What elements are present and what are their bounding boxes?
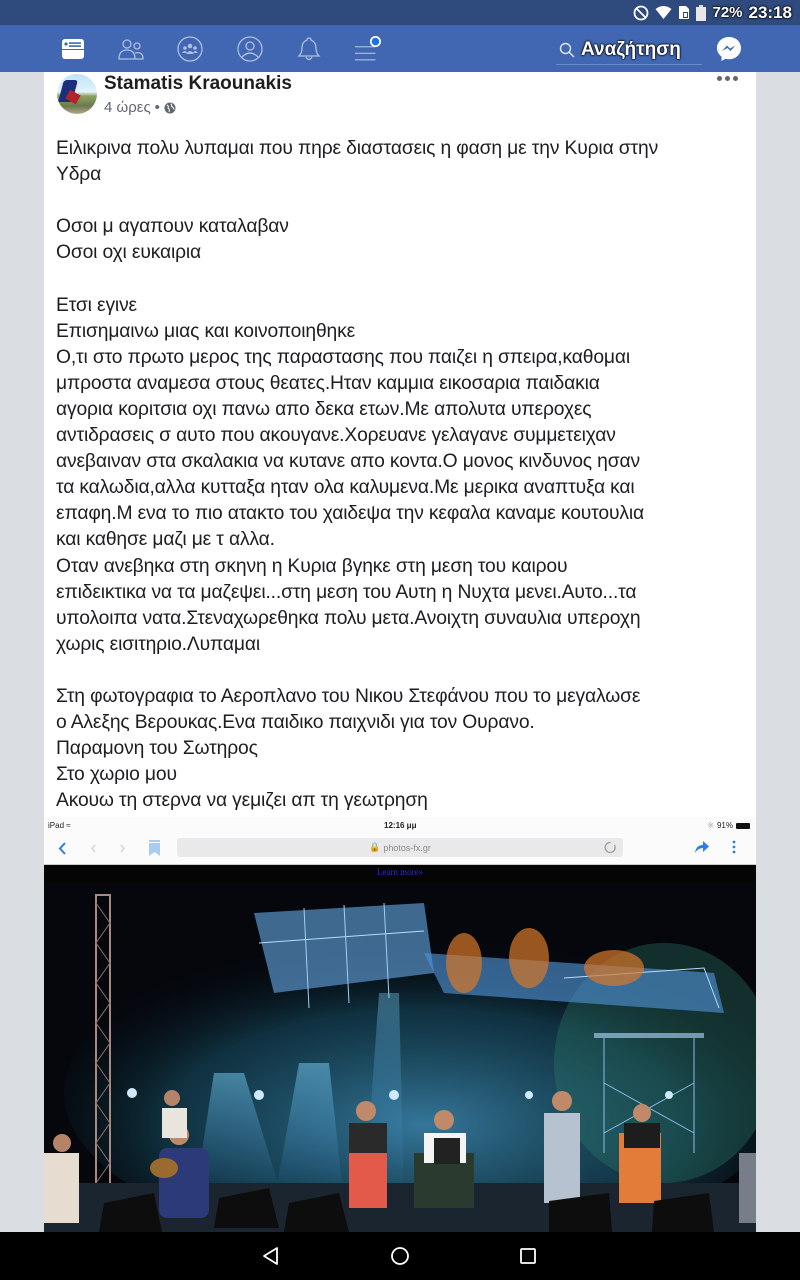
bluetooth-icon: ※ [707, 821, 714, 830]
post-line: επαφη.Μ ενα το πιο ατακτο του χαιδεψα την κεφαλα καναμε κουτουλια [56, 503, 644, 525]
sim-icon [678, 5, 690, 20]
post-text [56, 136, 746, 814]
tab-menu[interactable] [354, 35, 382, 63]
prev-icon [91, 844, 96, 853]
home-button[interactable] [388, 1244, 412, 1268]
post-line: αντιδρασεις σ αυτο που ακουγανε.Χορευανε γελαγανε συμμετειχαν [56, 425, 616, 447]
post-line: Οσοι οχι ευκαιρια [56, 242, 202, 264]
post-line: υπολοιπα νατα.Στεναχωρεθηκα πολυ μετα.Ανοιχτη συναυλια υπεροχη [56, 607, 641, 629]
back-icon [259, 1244, 283, 1268]
battery-icon [696, 5, 706, 21]
bookmark-icon [149, 840, 160, 856]
facebook-nav-bar [0, 25, 800, 72]
more-options-icon [717, 76, 722, 81]
ipad-time: 12:16 μμ [384, 821, 417, 830]
ipad-battery [707, 821, 750, 830]
meta-separator: • [154, 99, 160, 116]
tab-friends[interactable] [117, 35, 145, 63]
post-line: Παραμονη του Σωτηρος [56, 738, 258, 760]
home-icon [388, 1244, 412, 1268]
post-line: χωρις εισιτηριο.Λυπαμαι [56, 633, 260, 655]
post-line [56, 266, 746, 292]
post-line: Οσοι μ αγαπουν καταλαβαν [56, 216, 289, 238]
wifi-icon [655, 6, 672, 20]
ipad-device-label [48, 821, 71, 830]
post-line: αγορια κοριτσια οχι πανω απο δεκα ετων.Με απολυτα υπεροχες [56, 398, 592, 420]
post-line [56, 188, 746, 214]
bell-icon [297, 36, 321, 62]
reload-icon [604, 841, 617, 854]
lock-icon: 🔒 [369, 842, 381, 852]
ipad-wifi-icon: ≈ [66, 821, 71, 830]
search-icon [559, 42, 575, 58]
post-timestamp[interactable]: 4 ώρες [104, 99, 151, 116]
ipad-battery-icon [736, 823, 750, 829]
post-line: Υδρα [56, 164, 102, 186]
system-nav-bar [0, 1232, 800, 1280]
do-not-disturb-icon [633, 5, 649, 21]
post-line: Στο χωριο μου [56, 764, 177, 786]
post-card [44, 72, 756, 1232]
post-meta [104, 99, 176, 116]
messenger-button[interactable] [716, 36, 742, 62]
ipad-battery-percent: 91% [716, 821, 733, 830]
post-line: τα καλωδια,αλλα κυτταξα ηταν ολα καλυμενα.Με μερικα αναπτυξα και [56, 477, 635, 499]
post-line: ο Αλεξης Βερουκας.Ενα παιδικο παιχνιδι για τον Ουρανο. [56, 712, 535, 734]
post-line: επιδεικτικα να τα μαζεψει...στη μεση του Αυτη η Νυχτα μενει.Αυτο...τα [56, 581, 637, 603]
ipad-url: photos-fx.gr [383, 842, 431, 853]
author-avatar[interactable] [57, 74, 97, 114]
profile-icon [237, 36, 263, 62]
post-line: Ακουω τη στερνα να γεμιζει απ τη γεωτρηση [56, 790, 428, 812]
post-line: και καθησε μαζι με τ αλλα. [56, 529, 275, 551]
tab-profile[interactable] [236, 35, 264, 63]
concert-stage-photo [44, 883, 756, 1232]
ipad-browser-toolbar [44, 835, 756, 865]
post-line: Στη φωτογραφια το Αεροπλανο του Νικου Στεφάνου που το μεγαλωσε [56, 685, 641, 707]
messenger-icon [716, 36, 742, 62]
friends-icon [118, 38, 144, 60]
post-line [56, 658, 746, 684]
post-line: Ετσι εγινε [56, 294, 138, 316]
learn-more-link: Learn more» [44, 865, 756, 883]
search-label: Αναζήτηση [581, 38, 681, 60]
tab-notifications[interactable] [295, 35, 323, 63]
tab-groups[interactable] [176, 35, 204, 63]
author-name[interactable]: Stamatis Kraounakis [104, 73, 292, 94]
ipad-url-bar [177, 838, 623, 857]
post-line: ανεβαιναν στα σκαλακια να κυτανε απο κοντα.Ο μονος κινδυνος ησαν [56, 451, 640, 473]
news-feed-icon [61, 38, 85, 60]
groups-icon [177, 36, 203, 62]
battery-percent: 72% [712, 4, 743, 21]
share-icon [694, 840, 710, 854]
more-options-dot [733, 76, 738, 81]
post-line: Ο,τι στο πρωτο μερος της παραστασης που παιζει η σπειρα,καθομαι [56, 346, 630, 368]
back-arrow-icon [58, 842, 66, 855]
tab-news-feed[interactable] [59, 35, 87, 63]
system-status-bar [0, 0, 800, 25]
search-bar[interactable] [556, 35, 702, 65]
more-vertical-icon [732, 840, 736, 854]
post-line: Επισημαινω μιας και κοινοποιηθηκε [56, 320, 356, 342]
clock: 23:18 [748, 2, 792, 22]
post-line: Ειλικρινα πολυ λυπαμαι που πηρε διαστασεις η φαση με την Κυρια στην [56, 138, 659, 159]
post-image[interactable] [44, 817, 756, 1232]
post-line: μπροστα αναμεσα στους θεατες.Ηταν καμμια εικοσαρια παιδακια [56, 372, 600, 394]
back-button[interactable] [259, 1244, 283, 1268]
concert-scene-illustration [44, 883, 756, 1232]
more-options-dot [725, 76, 730, 81]
post-line: Οταν ανεβηκα στη σκηνη η Κυρια βγηκε στη μεση του καιρου [56, 555, 568, 577]
recents-button[interactable] [516, 1244, 540, 1268]
next-icon [120, 844, 125, 853]
ipad-status-bar [44, 817, 756, 835]
recents-icon [516, 1244, 540, 1268]
ipad-device-name: iPad [48, 821, 65, 830]
menu-icon [354, 35, 382, 63]
globe-icon [164, 102, 176, 114]
more-options-button[interactable] [717, 76, 738, 81]
